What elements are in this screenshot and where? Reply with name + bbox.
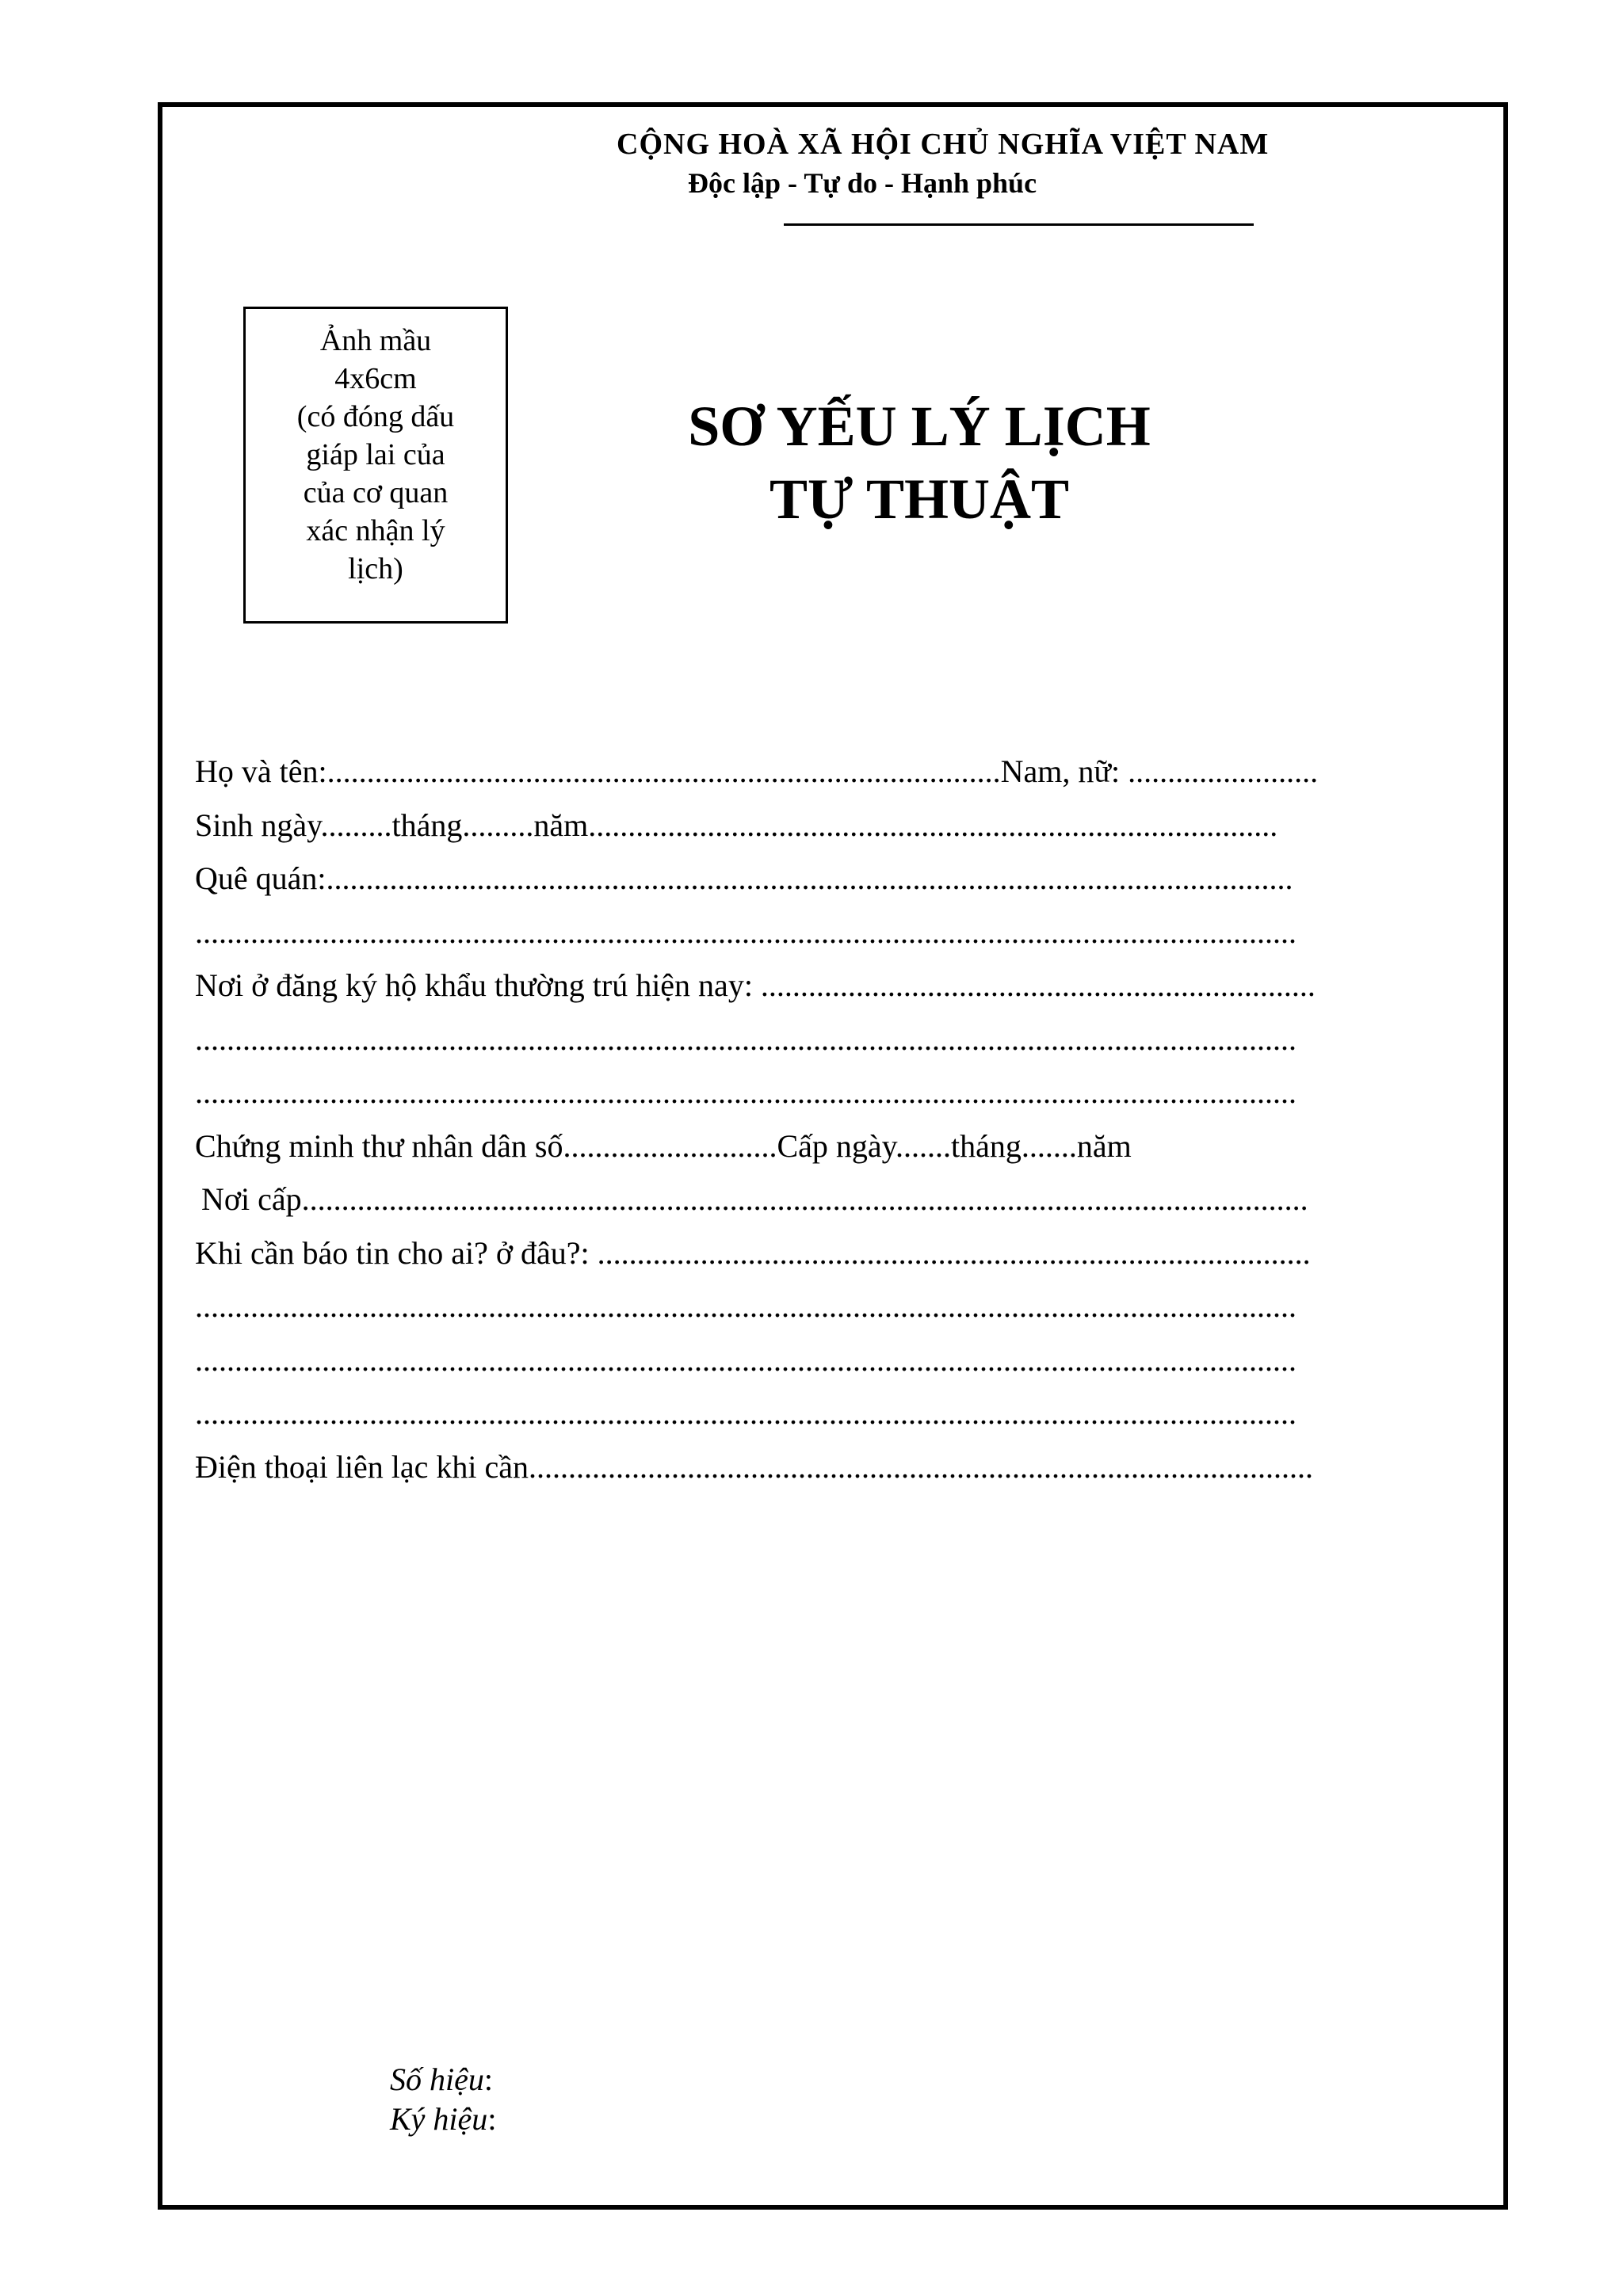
form-line-issue-place: Nơi cấp............................................................................................................................... <box>201 1181 1308 1217</box>
form-line-id-card: Chứng minh thư nhân dân số...........................Cấp ngày.......tháng.......năm <box>195 1127 1132 1164</box>
photo-box-line: 4x6cm <box>334 362 417 395</box>
form-line-permanent-residence: Nơi ở đăng ký hộ khẩu thường trú hiện nay: ...................................................................... <box>195 967 1316 1003</box>
personal-info-form <box>195 745 1472 1493</box>
form-line-residence-continued: ........................................................................................................................................... <box>195 1074 1296 1110</box>
photo-box-line: lịch) <box>348 552 403 585</box>
so-hieu-colon: : <box>483 2061 493 2097</box>
so-hieu-label: Số hiệu <box>390 2061 484 2097</box>
document-title <box>555 390 1284 536</box>
ky-hieu-colon: : <box>487 2101 497 2137</box>
photo-box-line: xác nhận lý <box>306 514 445 547</box>
form-line-full-name: Họ và tên:.....................................................................................Nam, nữ: ........................ <box>195 753 1319 789</box>
ky-hieu-field <box>390 2100 496 2139</box>
motto-underline <box>784 223 1254 226</box>
document-title-line-1: SƠ YẾU LÝ LỊCH <box>688 395 1151 458</box>
form-line-emergency-phone: Điện thoại liên lạc khi cần................................................................................................... <box>195 1448 1313 1485</box>
form-line-contact-continued: ........................................................................................................................................... <box>195 1341 1296 1378</box>
form-line-contact-continued: ........................................................................................................................................... <box>195 1288 1296 1324</box>
form-line-contact-continued: ........................................................................................................................................... <box>195 1395 1296 1431</box>
form-line-birth-date: Sinh ngày.........tháng.........năm....................................................................................... <box>195 807 1278 843</box>
photo-box-line: của cơ quan <box>303 476 449 509</box>
form-line-hometown-continued: ........................................................................................................................................... <box>195 913 1296 950</box>
form-line-emergency-contact: Khi cần báo tin cho ai? ở đâu?: .......................................................................................... <box>195 1234 1311 1271</box>
photo-box-line: giáp lai của <box>306 438 445 471</box>
country-name: CỘNG HOÀ XÃ HỘI CHỦ NGHĨA VIỆT NAM <box>617 128 1270 161</box>
form-line-residence-continued: ........................................................................................................................................... <box>195 1020 1296 1057</box>
document-title-line-2: TỰ THUẬT <box>769 467 1070 531</box>
reference-codes <box>390 2060 496 2139</box>
photo-placeholder-box <box>243 307 508 624</box>
ky-hieu-label: Ký hiệu <box>390 2101 488 2137</box>
form-line-hometown: Quê quán:.......................................................................................................................... <box>195 860 1293 896</box>
national-motto: Độc lập - Tự do - Hạnh phúc <box>688 167 1037 199</box>
photo-box-line: (có đóng dấu <box>296 400 455 433</box>
so-hieu-field <box>390 2060 496 2100</box>
photo-box-line: Ảnh mầu <box>319 324 432 357</box>
